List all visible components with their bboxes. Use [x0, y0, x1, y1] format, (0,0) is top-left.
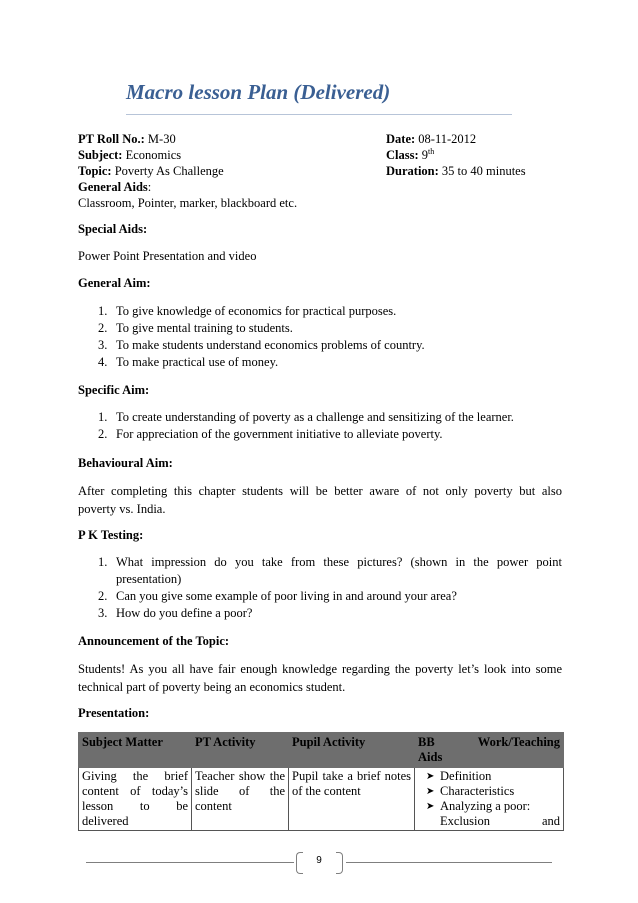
- list-item: 2. Can you give some example of poor living in and around your area?: [98, 589, 457, 603]
- footer-rule-right: [346, 862, 552, 863]
- date: [386, 131, 476, 147]
- subject-label: Subject:: [78, 148, 123, 162]
- class-label: Class:: [386, 148, 419, 162]
- column-header-pt-activity: PT Activity: [192, 733, 289, 768]
- roll-number: [78, 131, 176, 147]
- subject-value: Economics: [122, 148, 182, 162]
- roll-label: PT Roll No.:: [78, 132, 145, 146]
- general-aim-heading: General Aim:: [78, 276, 151, 290]
- list-item: 1. What impression do you take from these pictures? (shown in the power point presentation): [98, 555, 562, 586]
- special-aids-heading: Special Aids:: [78, 222, 148, 236]
- behavioural-aim-line-2: poverty vs. India.: [78, 502, 166, 516]
- announcement-line-1: Students! As you all have fair enough knowledge regarding the poverty let’s look into some: [78, 662, 562, 676]
- document-title: Macro lesson Plan (Delivered): [126, 80, 391, 104]
- duration-value: 35 to 40 minutes: [438, 164, 526, 178]
- presentation-table: [78, 732, 564, 831]
- general-aids-label: General Aids: [78, 180, 148, 194]
- behavioural-aim-line-1: After completing this chapter students will be better aware of not only poverty but also: [78, 484, 562, 498]
- table-header-row: [79, 733, 564, 768]
- list-item: 4. To make practical use of money.: [98, 355, 279, 369]
- general-aim-list: [78, 303, 562, 371]
- arrow-bullet-icon: ➤: [426, 771, 435, 782]
- cell-pt-activity: Teacher show the slide of the content: [192, 768, 289, 831]
- subject: [78, 147, 181, 163]
- announcement-heading: Announcement of the Topic:: [78, 634, 230, 648]
- general-aids-label-line: [78, 179, 151, 195]
- duration-label: Duration:: [386, 164, 439, 178]
- arrow-bullet-icon: ➤: [426, 801, 435, 812]
- column-header-pupil-activity: Pupil Activity: [289, 733, 415, 768]
- list-item: 3. How do you define a poor?: [98, 606, 253, 620]
- class-superscript: th: [428, 147, 435, 156]
- page-number: 9: [316, 855, 322, 866]
- class-value: 9: [418, 148, 429, 162]
- footer-rule-left: [86, 862, 294, 863]
- announcement-line-2: technical part of poverty being an economics student.: [78, 680, 346, 694]
- list-item: 1. To give knowledge of economics for practical purposes.: [98, 304, 397, 318]
- title-underline: [126, 114, 512, 115]
- presentation-heading: Presentation:: [78, 706, 150, 720]
- general-aids-value: Classroom, Pointer, marker, blackboard etc.: [78, 196, 298, 210]
- list-item: ➤ Definition: [426, 769, 492, 783]
- general-aids-colon: :: [147, 180, 152, 194]
- list-item: ➤ Analyzing a poor:: [426, 799, 531, 813]
- behavioural-aim-heading: Behavioural Aim:: [78, 456, 173, 470]
- date-value: 08-11-2012: [415, 132, 477, 146]
- column-header-bb-work: BB Work/Teaching Aids: [415, 733, 564, 768]
- list-item: Exclusion and: [440, 814, 560, 828]
- list-item: 2. For appreciation of the government initiative to alleviate poverty.: [98, 427, 443, 441]
- list-item: ➤ Characteristics: [426, 784, 515, 798]
- specific-aim-list: [78, 409, 562, 443]
- column-header-subject-matter: Subject Matter: [79, 733, 192, 768]
- class: [386, 147, 434, 163]
- pk-testing-list: [78, 554, 562, 622]
- specific-aim-heading: Specific Aim:: [78, 383, 150, 397]
- bb-bullet-list: [418, 769, 560, 829]
- topic-label: Topic:: [78, 164, 112, 178]
- footer-bracket-right: [336, 852, 343, 874]
- special-aids-text: Power Point Presentation and video: [78, 249, 257, 263]
- list-item: 2. To give mental training to students.: [98, 321, 293, 335]
- list-item: 3. To make students understand economics problems of country.: [98, 338, 425, 352]
- list-item: 1. To create understanding of poverty as a challenge and sensitizing of the learner.: [98, 410, 514, 424]
- duration: [386, 163, 526, 179]
- cell-pupil-activity: Pupil take a brief notes of the content: [289, 768, 415, 831]
- topic: [78, 163, 224, 179]
- roll-value: M-30: [144, 132, 176, 146]
- cell-bb-work: [415, 768, 564, 831]
- cell-subject-matter: Giving the brief content of today’s lesson to be delivered: [79, 768, 192, 831]
- pk-testing-heading: P K Testing:: [78, 528, 144, 542]
- date-label: Date:: [386, 132, 416, 146]
- table-row: [79, 768, 564, 831]
- arrow-bullet-icon: ➤: [426, 786, 435, 797]
- topic-value: Poverty As Challenge: [111, 164, 224, 178]
